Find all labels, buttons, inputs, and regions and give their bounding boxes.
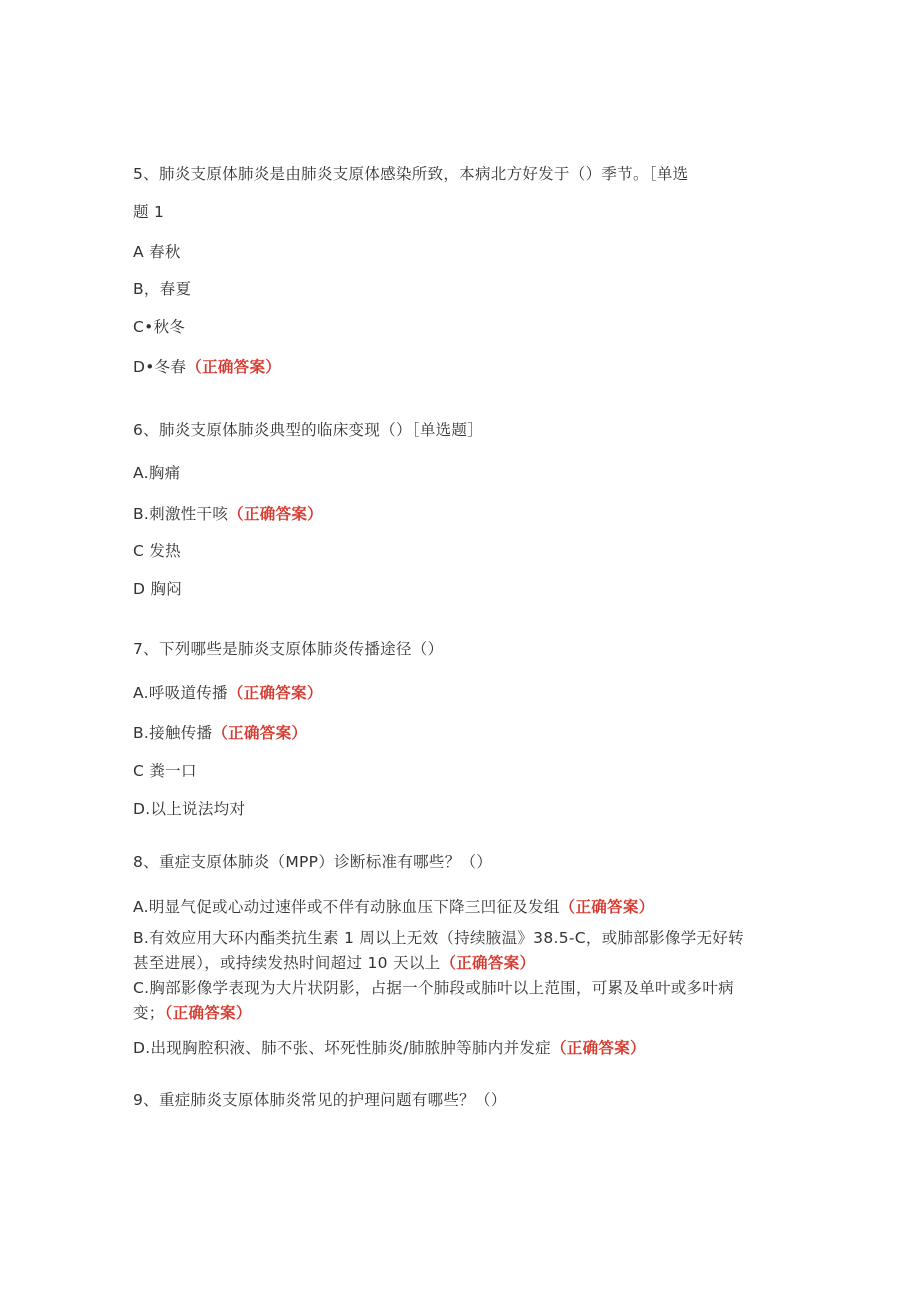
question-7-option-a: A.呼吸道传播（正确答案） <box>133 684 323 702</box>
question-8-option-d: D.出现胸腔积液、肺不张、坏死性肺炎/肺脓肿等肺内并发症（正确答案） <box>133 1039 646 1057</box>
question-6-stem: 6、肺炎支原体肺炎典型的临床变现（）［单选题］ <box>133 421 484 439</box>
question-8-option-b: B.有效应用大环内酯类抗生素 1 周以上无效（持续腋温》38.5-C，或肺部影像学无好转 <box>133 929 744 947</box>
question-5-option-a: A 春秋 <box>133 243 181 261</box>
question-8-option-c-cont: 变；（正确答案） <box>133 1004 252 1022</box>
question-8-stem: 8、重症支原体肺炎（MPP）诊断标准有哪些？（） <box>133 853 493 871</box>
correct-answer-mark: （正确答案） <box>559 898 655 916</box>
correct-answer-mark: （正确答案） <box>164 1004 252 1022</box>
question-8-option-c: C.胸部影像学表现为大片状阴影，占据一个肺段或肺叶以上范围，可累及单叶或多叶病 <box>133 979 734 997</box>
question-7-option-d: D.以上说法均对 <box>133 800 246 818</box>
question-5-stem-cont: 题 1 <box>133 203 165 221</box>
correct-answer-mark: （正确答案） <box>440 954 536 972</box>
question-5-stem: 5、肺炎支原体肺炎是由肺炎支原体感染所致，本病北方好发于（）季节。［单选 <box>133 165 689 183</box>
correct-answer-mark: （正确答案） <box>186 358 282 376</box>
question-5-option-b: B，春夏 <box>133 280 192 298</box>
question-8-option-b-cont: 甚至进展），或持续发热时间超过 10 天以上（正确答案） <box>133 954 536 972</box>
correct-answer-mark: （正确答案） <box>212 724 308 742</box>
question-7-stem: 7、下列哪些是肺炎支原体肺炎传播途径（） <box>133 640 444 658</box>
question-6-option-b: B.刺激性干咳（正确答案） <box>133 505 323 523</box>
question-8-option-a: A.明显气促或心动过速伴或不伴有动脉血压下降三凹征及发组（正确答案） <box>133 898 655 916</box>
question-6-option-c: C 发热 <box>133 542 181 560</box>
correct-answer-mark: （正确答案） <box>227 684 323 702</box>
correct-answer-mark: （正确答案） <box>228 505 323 523</box>
question-6-option-d: D 胸闷 <box>133 580 183 598</box>
question-9-stem: 9、重症肺炎支原体肺炎常见的护理问题有哪些？（） <box>133 1091 507 1109</box>
question-5-option-d: D•冬春（正确答案） <box>133 358 282 376</box>
question-7-option-b: B.接触传播（正确答案） <box>133 724 308 742</box>
question-5-option-c: C•秋冬 <box>133 318 186 336</box>
question-7-option-c: C 粪一口 <box>133 762 197 780</box>
question-6-option-a: A.胸痛 <box>133 464 181 482</box>
correct-answer-mark: （正确答案） <box>551 1039 646 1057</box>
